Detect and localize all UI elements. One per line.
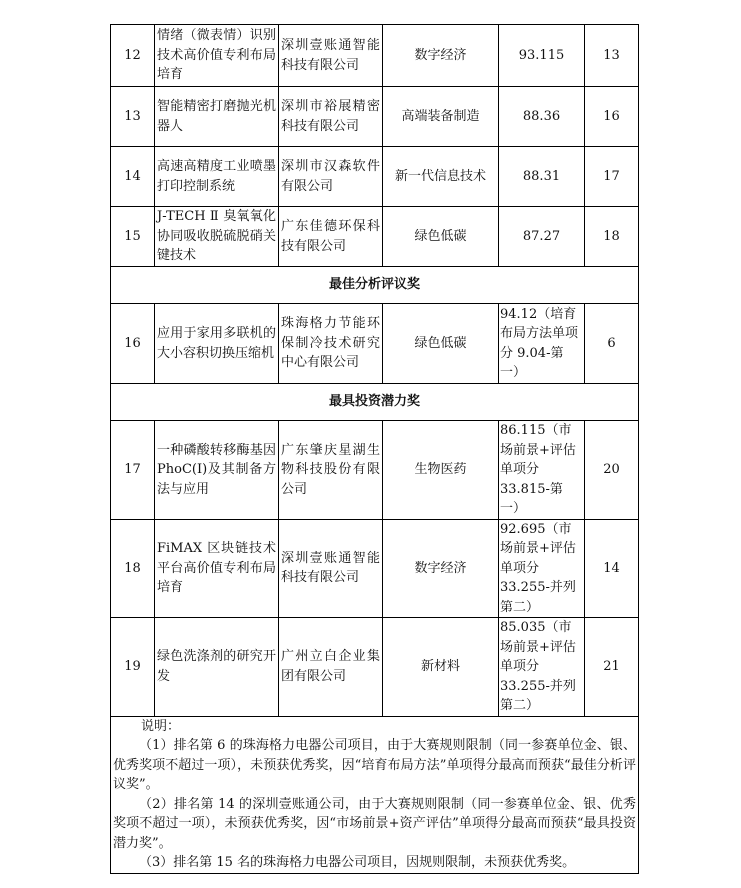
score: 86.115（市场前景+评估单项分 33.815-第一） bbox=[499, 421, 585, 520]
score: 92.695（市场前景+评估单项分 33.255-并列第二） bbox=[499, 519, 585, 618]
row-number: 12 bbox=[111, 25, 155, 87]
category: 绿色低碳 bbox=[383, 304, 499, 384]
score: 85.035（市场前景+评估单项分 33.255-并列第二） bbox=[499, 618, 585, 717]
notes bbox=[111, 716, 639, 873]
company-name: 广东佳德环保科技有限公司 bbox=[279, 207, 383, 267]
company-name: 深圳市汉森软件有限公司 bbox=[279, 147, 383, 207]
rank: 17 bbox=[585, 147, 639, 207]
note-item: （3）排名第 15 名的珠海格力电器公司项目，因规则限制，未预获优秀奖。 bbox=[139, 855, 576, 870]
category: 数字经济 bbox=[383, 519, 499, 618]
award-table bbox=[110, 24, 639, 874]
row-number: 17 bbox=[111, 421, 155, 520]
company-name: 广东肇庆星湖生物科技股份有限公司 bbox=[279, 421, 383, 520]
row-number: 18 bbox=[111, 519, 155, 618]
company-name: 广州立白企业集团有限公司 bbox=[279, 618, 383, 717]
score: 88.36 bbox=[499, 87, 585, 147]
rank: 13 bbox=[585, 25, 639, 87]
row-number: 13 bbox=[111, 87, 155, 147]
table-row bbox=[111, 147, 639, 207]
company-name: 深圳壹账通智能科技有限公司 bbox=[279, 25, 383, 87]
rank: 6 bbox=[585, 304, 639, 384]
category: 数字经济 bbox=[383, 25, 499, 87]
section-title: 最佳分析评议奖 bbox=[111, 267, 639, 304]
row-number: 16 bbox=[111, 304, 155, 384]
note-item: （2）排名第 14 的深圳壹账通公司，由于大赛规则限制（同一参赛单位金、银、优秀奖项不超过一项），未预获优秀奖，因“市场前景+资产评估”单项得分最高而预获“最具投资潜力奖”。 bbox=[113, 796, 636, 851]
note-item: （1）排名第 6 的珠海格力电器公司项目，由于大赛规则限制（同一参赛单位金、银、优秀奖项不超过一项），未预获优秀奖，因“培育布局方法”单项得分最高而预获“最佳分析评议奖”。 bbox=[113, 738, 636, 792]
table-row bbox=[111, 618, 639, 717]
row-number: 15 bbox=[111, 207, 155, 267]
category: 新材料 bbox=[383, 618, 499, 717]
company-name: 珠海格力节能环保制冷技术研究中心有限公司 bbox=[279, 304, 383, 384]
company-name: 深圳市裕展精密科技有限公司 bbox=[279, 87, 383, 147]
notes-row bbox=[111, 716, 639, 873]
project-name: 智能精密打磨抛光机器人 bbox=[155, 87, 279, 147]
row-number: 19 bbox=[111, 618, 155, 717]
category: 高端装备制造 bbox=[383, 87, 499, 147]
notes-title: 说明： bbox=[141, 718, 181, 734]
table-row bbox=[111, 87, 639, 147]
project-name: 应用于家用多联机的大小容积切换压缩机 bbox=[155, 304, 279, 384]
section-header-investment-potential bbox=[111, 384, 639, 421]
project-name: 一种磷酸转移酶基因 PhoC(I)及其制备方法与应用 bbox=[155, 421, 279, 520]
score: 88.31 bbox=[499, 147, 585, 207]
rank: 21 bbox=[585, 618, 639, 717]
category: 生物医药 bbox=[383, 421, 499, 520]
row-number: 14 bbox=[111, 147, 155, 207]
project-name: 高速高精度工业喷墨打印控制系统 bbox=[155, 147, 279, 207]
score: 87.27 bbox=[499, 207, 585, 267]
category: 新一代信息技术 bbox=[383, 147, 499, 207]
table-row bbox=[111, 207, 639, 267]
table-row bbox=[111, 421, 639, 520]
rank: 14 bbox=[585, 519, 639, 618]
table-row bbox=[111, 25, 639, 87]
category: 绿色低碳 bbox=[383, 207, 499, 267]
section-header-best-analysis bbox=[111, 267, 639, 304]
table-row bbox=[111, 304, 639, 384]
score: 93.115 bbox=[499, 25, 585, 87]
project-name: 绿色洗涤剂的研究开发 bbox=[155, 618, 279, 717]
table-row bbox=[111, 519, 639, 618]
section-title: 最具投资潜力奖 bbox=[111, 384, 639, 421]
rank: 18 bbox=[585, 207, 639, 267]
rank: 20 bbox=[585, 421, 639, 520]
project-name: FiMAX 区块链技术平台高价值专利布局培育 bbox=[155, 519, 279, 618]
company-name: 深圳壹账通智能科技有限公司 bbox=[279, 519, 383, 618]
rank: 16 bbox=[585, 87, 639, 147]
project-name: J-TECH Ⅱ 臭氧氧化协同吸收脱硫脱硝关键技术 bbox=[155, 207, 279, 267]
score: 94.12（培育布局方法单项分 9.04-第一） bbox=[499, 304, 585, 384]
project-name: 情绪（微表情）识别技术高价值专利布局培育 bbox=[155, 25, 279, 87]
